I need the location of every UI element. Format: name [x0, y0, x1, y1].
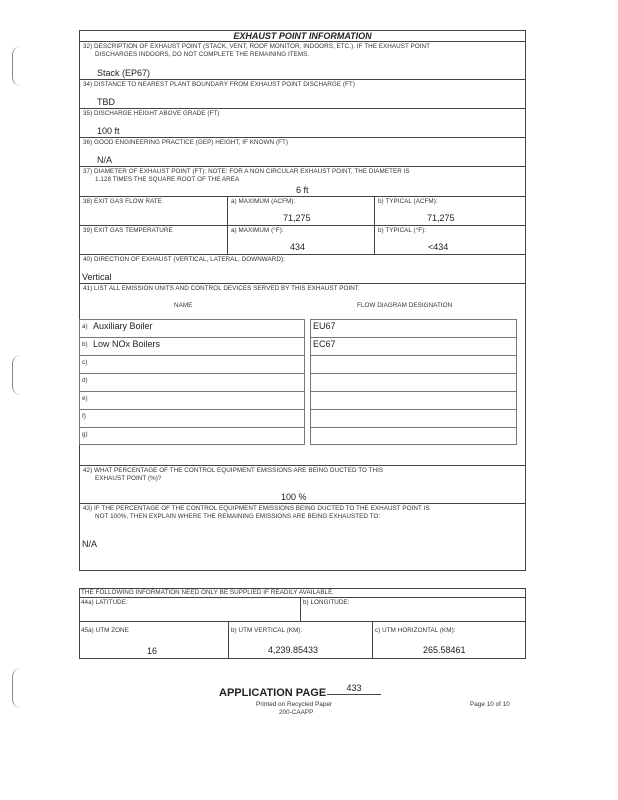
divider [79, 166, 526, 167]
divider [310, 391, 517, 392]
q32-label-2: DISCHARGES INDOORS, DO NOT COMPLETE THE REMAINING ITEMS. [95, 51, 310, 58]
q37-label-2: 1.128 TIMES THE SQUARE ROOT OF THE AREA [95, 176, 240, 183]
q39-max-value[interactable]: 434 [290, 242, 306, 252]
utm-horizontal-label: c) UTM HORIZONTAL (KM): [375, 627, 456, 634]
row-letter: b) [82, 341, 88, 348]
q41-col-flow: FLOW DIAGRAM DESIGNATION [357, 302, 453, 309]
q39-typ-label: b) TYPICAL (°F): [378, 227, 427, 234]
q39-label: 39) EXIT GAS TEMPERATURE [83, 227, 173, 234]
divider [79, 391, 305, 392]
q37-value[interactable]: 6 ft [296, 185, 309, 195]
q43-value[interactable]: N/A [82, 539, 98, 549]
divider [310, 409, 517, 410]
q38-typ-label: b) TYPICAL (ACFM): [378, 198, 438, 205]
q32-value[interactable]: Stack (EP67) [97, 68, 151, 78]
q34-label: 34) DISTANCE TO NEAREST PLANT BOUNDARY FROM EXHAUST POINT DISCHARGE (FT) [83, 81, 355, 88]
page-title: EXHAUST POINT INFORMATION [233, 31, 372, 41]
hole-punch-mark [12, 668, 21, 708]
q39-typ-value[interactable]: <434 [428, 242, 449, 252]
q43-label-2: NOT 100%, THEN EXPLAIN WHERE THE REMAINING EMISSIONS ARE BEING EXHAUSTED TO: [95, 513, 381, 520]
row-letter: d) [82, 377, 88, 384]
q42-label-2: EXHAUST POINT (%)? [95, 475, 162, 482]
utm-horizontal-value[interactable]: 265.58461 [423, 645, 466, 655]
q38-max-value[interactable]: 71,275 [283, 213, 311, 223]
row-letter: c) [82, 359, 88, 366]
footer-note: THE FOLLOWING INFORMATION NEED ONLY BE SUPPLIED IF READILY AVAILABLE. [81, 589, 335, 596]
divider [310, 373, 517, 374]
recycled-note: Printed on Recycled Paper [256, 701, 333, 708]
utm-vertical-value[interactable]: 4,239.85433 [268, 645, 319, 655]
utm-zone-label: 45a) UTM ZONE [81, 627, 129, 634]
q42-value[interactable]: 100 % [281, 492, 307, 502]
flow-designation[interactable]: EU67 [313, 321, 336, 331]
q43-label: 43) IF THE PERCENTAGE OF THE CONTROL EQUIPMENT EMISSIONS BEING DUCTED TO THE EXHAUST POINT IS [83, 505, 430, 512]
q35-label: 35) DISCHARGE HEIGHT ABOVE GRADE (FT) [83, 110, 220, 117]
form-code: 200-CAAPP [279, 709, 314, 716]
utm-zone-value[interactable]: 16 [147, 646, 158, 656]
utm-vertical-label: b) UTM VERTICAL (KM): [231, 627, 303, 634]
hole-punch-mark [12, 355, 21, 395]
divider [79, 355, 305, 356]
divider [79, 427, 305, 428]
q34-value[interactable]: TBD [97, 97, 115, 107]
q32-label: 32) DESCRIPTION OF EXHAUST POINT (STACK, VENT, ROOF MONITOR, INDOORS, ETC.). IF THE EXHAUST POINT [83, 43, 431, 50]
latitude-label: 44a) LATITUDE: [81, 599, 128, 606]
unit-name[interactable]: Low NOx Boilers [93, 339, 161, 349]
divider [79, 79, 526, 80]
q41-col-name: NAME [174, 302, 193, 309]
divider [300, 597, 301, 621]
page-of: Page 10 of 10 [470, 701, 510, 708]
q41-label: 41) LIST ALL EMISSION UNITS AND CONTROL DEVICES SERVED BY THIS EXHAUST POINT: [83, 285, 360, 292]
q40-value[interactable]: Vertical [82, 272, 112, 282]
divider [79, 283, 526, 284]
q38-typ-value[interactable]: 71,275 [427, 213, 455, 223]
row-letter: a) [82, 323, 88, 330]
q40-label: 40) DIRECTION OF EXHAUST (VERTICAL, LATERAL, DOWNWARD): [83, 256, 285, 263]
divider [79, 108, 526, 109]
unit-name[interactable]: Auxiliary Boiler [93, 321, 153, 331]
q42-label: 42) WHAT PERCENTAGE OF THE CONTROL EQUIPMENT EMISSIONS ARE BEING DUCTED TO THIS [83, 467, 384, 474]
q38-max-label: a) MAXIMUM (ACFM): [231, 198, 296, 205]
row-letter: e) [82, 395, 88, 402]
divider [79, 373, 305, 374]
divider [372, 621, 373, 659]
divider [79, 254, 526, 255]
application-page-label: APPLICATION PAGE [219, 687, 327, 699]
q39-max-label: a) MAXIMUM (°F): [231, 227, 284, 234]
divider [79, 41, 526, 42]
divider [310, 355, 517, 356]
application-page-number: 433 [327, 683, 381, 695]
q38-label: 38) EXIT GAS FLOW RATE [83, 198, 162, 205]
divider [79, 465, 526, 466]
divider [79, 196, 526, 197]
divider [310, 427, 517, 428]
row-letter: g) [82, 431, 88, 438]
divider [310, 337, 517, 338]
divider [228, 621, 229, 659]
divider [79, 409, 305, 410]
divider [79, 597, 526, 598]
divider [79, 225, 526, 226]
hole-punch-mark [12, 46, 21, 86]
divider [79, 621, 526, 622]
flow-designation[interactable]: EC67 [313, 339, 336, 349]
q36-value[interactable]: N/A [97, 155, 113, 165]
divider [79, 337, 305, 338]
divider [79, 137, 526, 138]
q37-label: 37) DIAMETER OF EXHAUST POINT (FT): NOTE: FOR A NON CIRCULAR EXHAUST POINT, THE DIAMETER IS [83, 168, 410, 175]
q35-value[interactable]: 100 ft [97, 126, 120, 136]
longitude-label: b) LONGITUDE: [303, 599, 350, 606]
q36-label: 36) GOOD ENGINEERING PRACTICE (GEP) HEIGHT, IF KNOWN (FT) [83, 139, 289, 146]
row-letter: f) [82, 413, 86, 420]
divider [79, 503, 526, 504]
